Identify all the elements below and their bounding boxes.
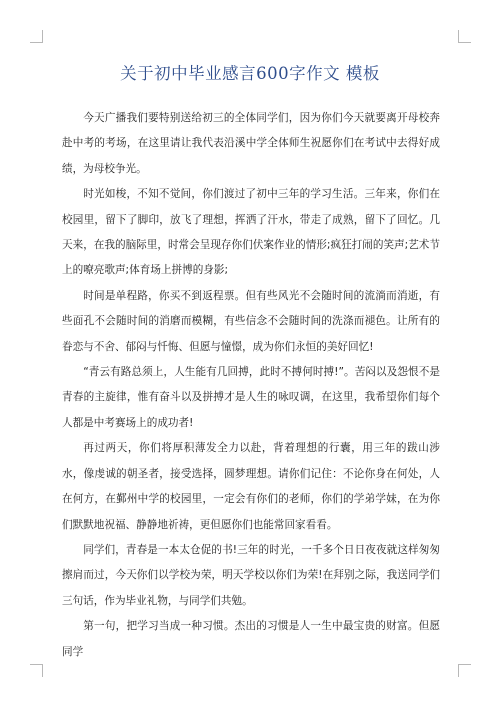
paragraph-6: 同学们，青春是一本太仓促的书!三年的时光，一千多个日日夜夜就这样匆匆擦肩而过，今天你们以学校为荣，明天学校以你们为荣!在拜别之际，我送同学们三句话，作为毕业礼物，与同学们共勉。 bbox=[62, 543, 440, 607]
document-title: 关于初中毕业感言600字作文 模板 bbox=[120, 64, 380, 83]
crop-mark-top-right bbox=[458, 30, 471, 43]
paragraph-5: 再过两天，你们将厚积薄发全力以赴，背着理想的行囊，用三年的跋山涉水，像虔诚的朝圣者，接受选择，圆梦理想。请你们记住：不论你身在何处，人在何方，在鄞州中学的校园里，一定会有你们的老师，你们的学弟学妹，在为你们默默地祝福、静静地祈祷，更但愿你们也能常回家看看。 bbox=[62, 442, 440, 531]
paragraph-4: “青云有路总须上，人生能有几回搏，此时不搏何时搏!”。苦闷以及怨恨不是青春的主旋律，惟有奋斗以及拼搏才是人生的咏叹调，在这里，我希望你们每个人都是中考赛场上的成功者! bbox=[62, 366, 440, 429]
paragraph-1: 今天广播我们要特别送给初三的全体同学们，因为你们今天就要离开母校奔赴中考的考场，在这里请让我代表沿溪中学全体师生祝愿你们在考试中去得好成绩，为母校争光。 bbox=[62, 112, 440, 175]
crop-mark-bottom-left bbox=[30, 664, 43, 677]
paragraph-7: 第一句，把学习当成一种习惯。杰出的习惯是人一生中最宝贵的财富。但愿同学 bbox=[62, 620, 440, 658]
paragraph-2: 时光如梭，不知不觉间，你们渡过了初中三年的学习生活。三年来，你们在校园里，留下了脚印，放飞了理想，挥洒了汗水，带走了成熟，留下了回忆。几天来，在我的脑际里，时常会呈现存你们伏案作业的情形;疯狂打闹的笑声;艺术节上的嘹亮歌声;体育场上拼博的身影; bbox=[62, 188, 440, 277]
crop-mark-top-left bbox=[30, 30, 43, 43]
document-body bbox=[62, 106, 440, 665]
crop-mark-bottom-right bbox=[458, 664, 471, 677]
paragraph-3: 时间是单程路，你买不到返程票。但有些风光不会随时间的流淌而消逝，有些面孔不会随时间的消磨而模糊，有些信念不会随时间的洗涤而褪色。让所有的眷恋与不舍、郁闷与忏悔、但愿与憧憬，成为你们永恒的美好回忆! bbox=[62, 289, 440, 353]
